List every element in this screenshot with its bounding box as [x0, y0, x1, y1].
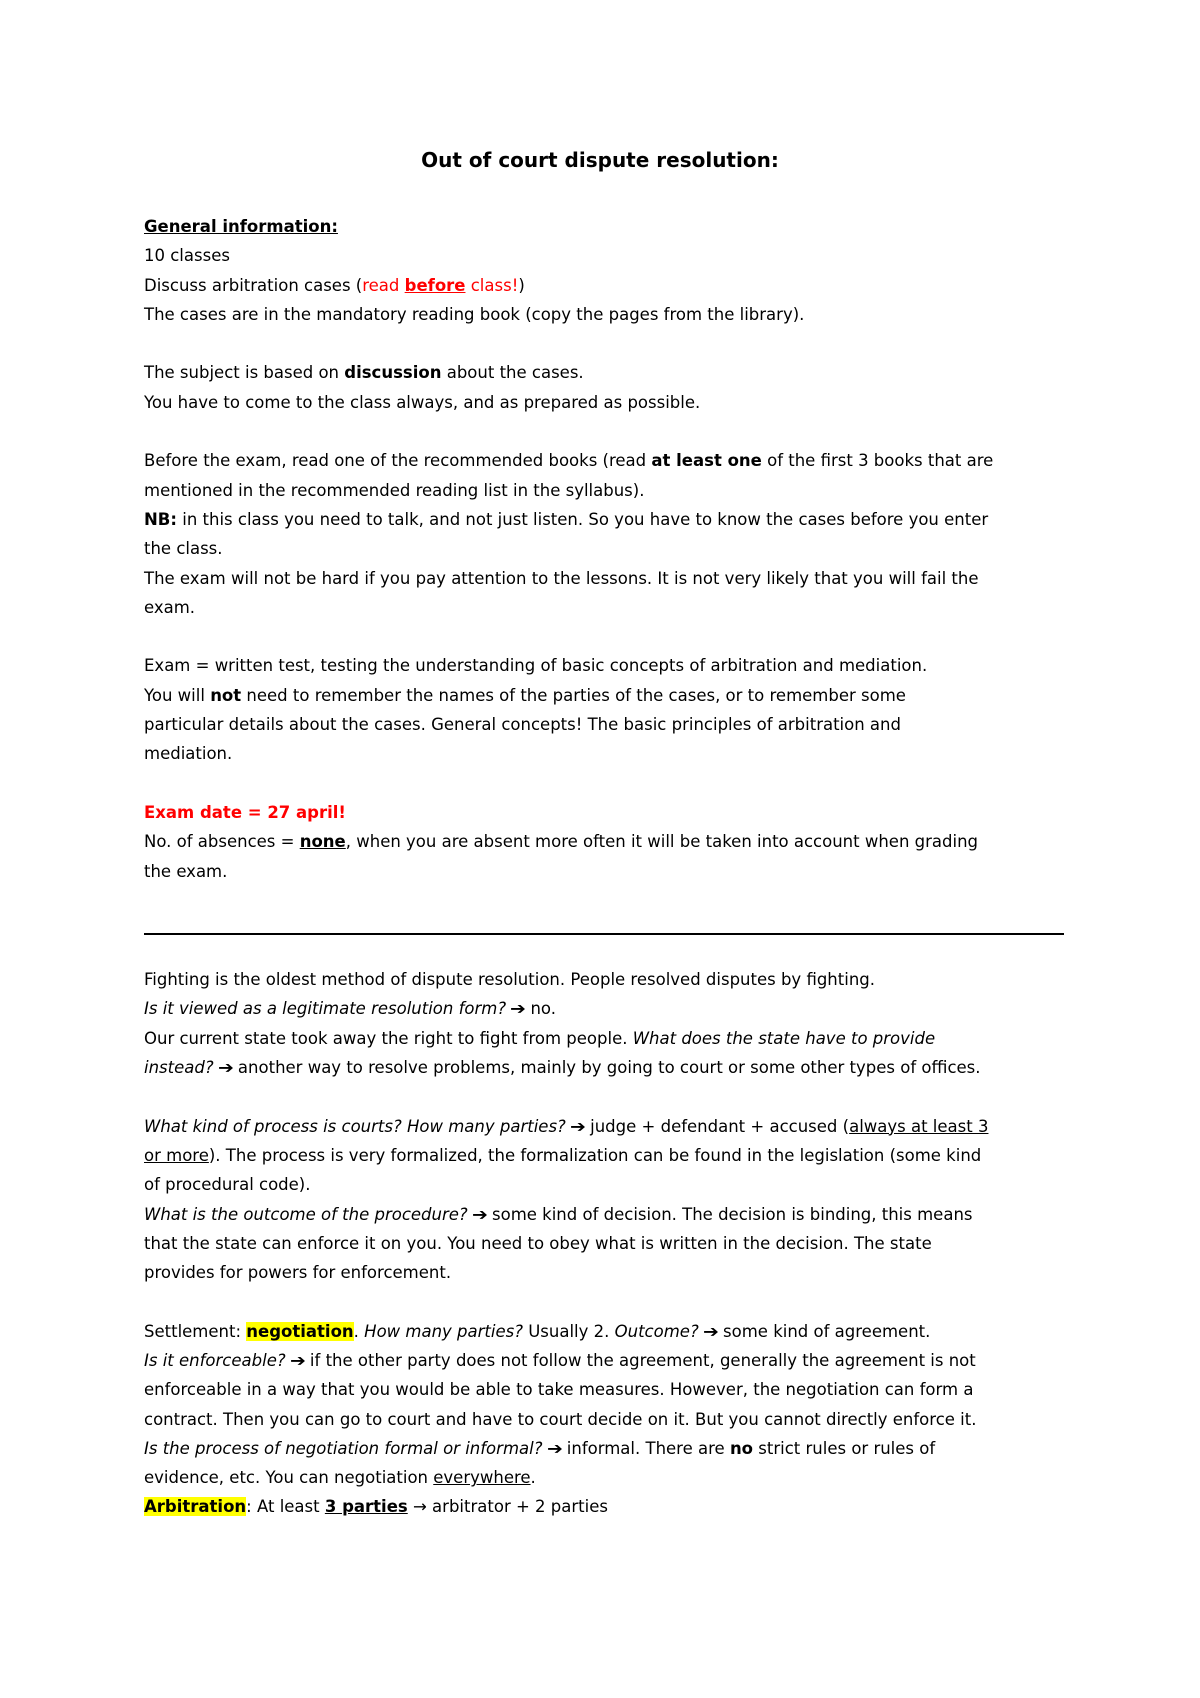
document-content: [144, 212, 1064, 1522]
arrow-right-icon: ➔: [546, 1438, 563, 1458]
text-line: Is the process of negotiation formal or informal? ➔ informal. There are no strict rules or rules of: [144, 1434, 1064, 1463]
text-line: enforceable in a way that you would be able to take measures. However, the negotiation can form a: [144, 1380, 974, 1400]
general-heading: General information:: [144, 217, 338, 236]
text-line: or more). The process is very formalized, the formalization can be found in the legislation (some kind: [144, 1145, 982, 1165]
text-line: No. of absences = none, when you are absent more often it will be taken into account when grading: [144, 832, 979, 852]
section-divider: [144, 933, 1064, 935]
text-line: What is the outcome of the procedure? ➔ some kind of decision. The decision is binding, this means: [144, 1200, 1064, 1229]
text-line: Settlement: negotiation. How many parties? Usually 2. Outcome? ➔ some kind of agreement.: [144, 1317, 1064, 1346]
arrow-right-icon: ➔: [217, 1058, 234, 1078]
text-line: Our current state took away the right to fight from people. What does the state have to provide: [144, 1028, 936, 1048]
text-line: Before the exam, read one of the recommended books (read at least one of the first 3 books that are: [144, 451, 994, 471]
arrow-right-icon: ➔: [570, 1116, 586, 1136]
arrow-right-icon: ➔: [510, 999, 527, 1019]
highlight-negotiation: negotiation: [246, 1321, 354, 1341]
text-line: that the state can enforce it on you. You need to obey what is written in the decision. The state: [144, 1233, 932, 1253]
page-title: Out of court dispute resolution:: [421, 148, 779, 172]
text-line: Discuss arbitration cases (read before class!): [144, 275, 525, 295]
arrow-right-icon: ➔: [702, 1321, 719, 1341]
text-line: You have to come to the class always, and as prepared as possible.: [144, 392, 701, 412]
arrow-right-icon: ➔: [471, 1204, 488, 1224]
arrow-right-icon: ➔: [289, 1350, 306, 1370]
text-line: NB: in this class you need to talk, and not just listen. So you have to know the cases before you enter: [144, 509, 989, 529]
text-line: the class.: [144, 539, 223, 559]
text-line: of procedural code).: [144, 1175, 311, 1195]
text-line: particular details about the cases. General concepts! The basic principles of arbitration and: [144, 715, 901, 735]
text-line: evidence, etc. You can negotiation everywhere.: [144, 1468, 536, 1488]
text-line: instead? ➔ another way to resolve problems, mainly by going to court or some other types of offices.: [144, 1053, 1064, 1082]
text-line: provides for powers for enforcement.: [144, 1263, 452, 1283]
text-line: You will not need to remember the names of the parties of the cases, or to remember some: [144, 685, 906, 705]
text-line: Is it enforceable? ➔ if the other party does not follow the agreement, generally the agreement is not: [144, 1346, 1064, 1375]
text-line: the exam.: [144, 861, 228, 881]
highlight-arbitration: Arbitration: [144, 1497, 247, 1517]
text-line: The cases are in the mandatory reading book (copy the pages from the library).: [144, 304, 805, 324]
text-line: Fighting is the oldest method of dispute resolution. People resolved disputes by fighting.: [144, 970, 875, 990]
text-line: Arbitration: At least 3 parties → arbitrator + 2 parties: [144, 1497, 608, 1517]
text-line: Exam = written test, testing the understanding of basic concepts of arbitration and mediation.: [144, 656, 928, 676]
text-line: exam.: [144, 597, 196, 617]
text-line: contract. Then you can go to court and have to court decide on it. But you cannot directly enforce it.: [144, 1409, 977, 1429]
text-line: 10 classes: [144, 246, 230, 266]
exam-date: Exam date = 27 april!: [144, 802, 346, 822]
text-line: Is it viewed as a legitimate resolution form? ➔ no.: [144, 994, 1064, 1023]
text-line: The subject is based on discussion about the cases.: [144, 363, 584, 383]
text-line: The exam will not be hard if you pay attention to the lessons. It is not very likely that you will fail the: [144, 568, 979, 588]
arrow-right-icon: →: [412, 1497, 427, 1517]
text-line: mediation.: [144, 744, 233, 764]
text-line: What kind of process is courts? How many parties? ➔ judge + defendant + accused (always at least 3: [144, 1112, 1064, 1141]
text-line: mentioned in the recommended reading list in the syllabus).: [144, 480, 645, 500]
